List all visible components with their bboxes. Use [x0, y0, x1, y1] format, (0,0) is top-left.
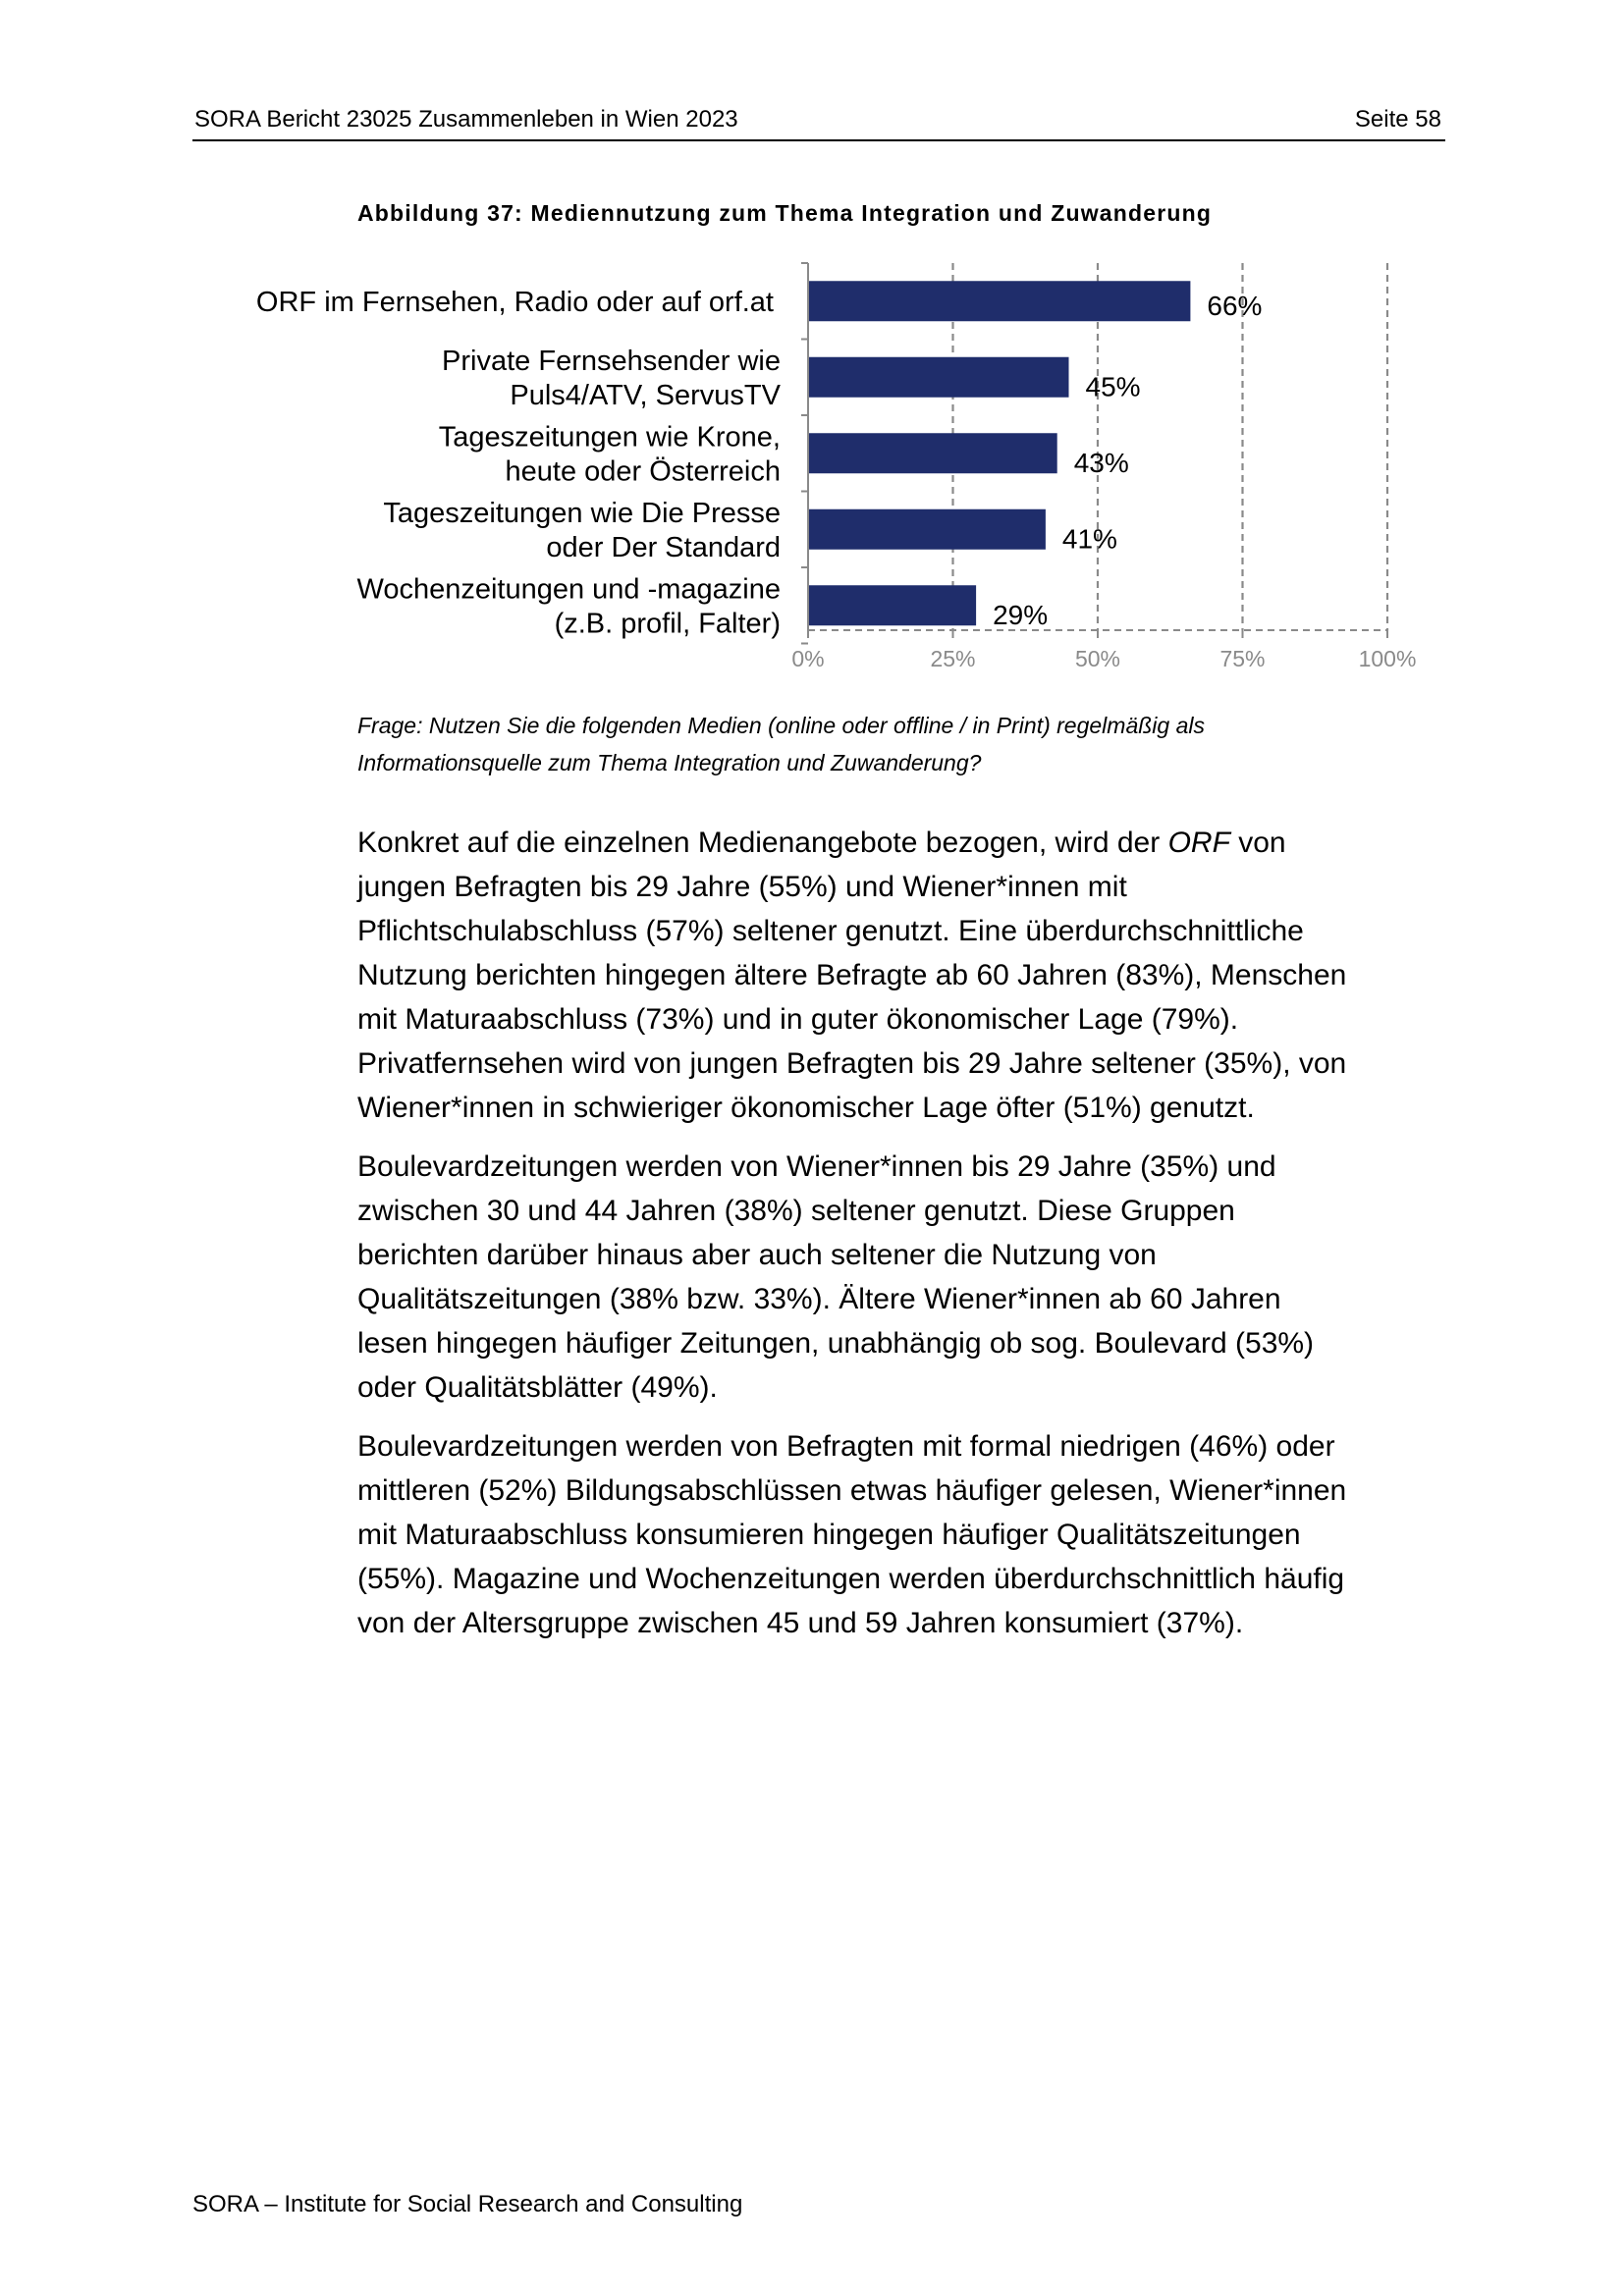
data-label: 43%	[1073, 447, 1129, 478]
text-line	[357, 1424, 1447, 1468]
report-title: SORA Bericht 23025 Zusammenleben in Wien 2023	[194, 106, 738, 133]
x-tick-label: 100%	[1358, 646, 1417, 671]
figure-caption	[357, 707, 1339, 781]
text-line	[357, 997, 1447, 1041]
x-tick-label: 25%	[930, 646, 976, 671]
text-line	[357, 865, 1447, 909]
text-line	[357, 1277, 1447, 1321]
text-segment: Qualitätszeitungen (38% bzw. 33%). Ältere Wiener*innen ab 60 Jahren	[357, 1283, 1281, 1315]
text-segment: ORF	[1167, 827, 1230, 859]
text-line	[357, 1557, 1447, 1601]
category-label: heute oder Österreich	[505, 455, 781, 488]
text-segment: (55%). Magazine und Wochenzeitungen werden überdurchschnittlich häufig	[357, 1563, 1345, 1595]
text-segment: mittleren (52%) Bildungsabschlüssen etwas häufiger gelesen, Wiener*innen	[357, 1474, 1347, 1507]
text-segment: Nutzung berichten hingegen ältere Befragte ab 60 Jahren (83%), Menschen	[357, 959, 1347, 991]
text-segment: mit Maturaabschluss konsumieren hingegen häufiger Qualitätszeitungen	[357, 1519, 1301, 1551]
text-segment: Konkret auf die einzelnen Medienangebote bezogen, wird der	[357, 827, 1168, 859]
text-segment: lesen hingegen häufiger Zeitungen, unabhängig ob sog. Boulevard (53%)	[357, 1327, 1315, 1360]
text-segment: Pflichtschulabschluss (57%) seltener genutzt. Eine überdurchschnittliche	[357, 915, 1304, 947]
category-label: (z.B. profil, Falter)	[554, 608, 781, 640]
bar	[808, 585, 976, 625]
text-line	[357, 1513, 1447, 1557]
data-label: 29%	[993, 599, 1049, 630]
figure-title: Abbildung 37: Mediennutzung zum Thema Integration und Zuwanderung	[357, 200, 1213, 226]
text-line	[357, 1041, 1447, 1086]
x-tick-label: 0%	[791, 646, 825, 671]
category-label: oder Der Standard	[546, 531, 781, 563]
data-label: 41%	[1061, 523, 1117, 555]
data-label: 66%	[1207, 290, 1263, 321]
text-segment: berichten darüber hinaus aber auch seltener die Nutzung von	[357, 1239, 1157, 1271]
text-segment: mit Maturaabschluss (73%) und in guter ökonomischer Lage (79%).	[357, 1003, 1239, 1036]
page-footer: SORA – Institute for Social Research and Consulting	[192, 2191, 743, 2217]
text-segment: von	[1229, 827, 1286, 859]
data-label: 45%	[1085, 371, 1141, 402]
bar-chart	[206, 251, 1443, 683]
category-label: Private Fernsehsender wie	[442, 345, 781, 377]
paragraph	[357, 1424, 1447, 1645]
category-label: Puls4/ATV, ServusTV	[510, 379, 781, 411]
text-line	[357, 1601, 1447, 1645]
text-segment: Wiener*innen in schwieriger ökonomischer Lage öfter (51%) genutzt.	[357, 1092, 1255, 1124]
text-line	[357, 1086, 1447, 1130]
paragraph	[357, 1145, 1447, 1410]
text-line	[357, 909, 1447, 953]
text-segment: Boulevardzeitungen werden von Wiener*innen bis 29 Jahre (35%) und	[357, 1150, 1276, 1183]
bar	[808, 433, 1057, 473]
text-line	[357, 821, 1447, 865]
category-label: Tageszeitungen wie Die Presse	[383, 497, 781, 529]
text-line	[357, 1145, 1447, 1189]
category-label: ORF im Fernsehen, Radio oder auf orf.at	[255, 286, 774, 318]
body-text	[357, 821, 1447, 1660]
text-segment: zwischen 30 und 44 Jahren (38%) seltener genutzt. Diese Gruppen	[357, 1195, 1235, 1227]
page-number: Seite 58	[1354, 106, 1441, 133]
bar	[808, 357, 1069, 398]
text-line	[357, 1321, 1447, 1365]
category-label: Tageszeitungen wie Krone,	[438, 421, 781, 454]
text-line	[357, 1365, 1447, 1410]
caption-line: Frage: Nutzen Sie die folgenden Medien (online oder offline / in Print) regelmäßig als	[357, 713, 1205, 738]
paragraph	[357, 821, 1447, 1130]
caption-line: Informationsquelle zum Thema Integration und Zuwanderung?	[357, 750, 982, 775]
text-line	[357, 953, 1447, 997]
text-line	[357, 1468, 1447, 1513]
bar	[808, 281, 1190, 321]
category-label: Wochenzeitungen und -magazine	[356, 573, 781, 606]
page-header	[192, 102, 1445, 141]
bar	[808, 509, 1046, 550]
text-segment: Privatfernsehen wird von jungen Befragten bis 29 Jahre seltener (35%), von	[357, 1047, 1347, 1080]
text-segment: Boulevardzeitungen werden von Befragten mit formal niedrigen (46%) oder	[357, 1430, 1335, 1463]
text-segment: von der Altersgruppe zwischen 45 und 59 Jahren konsumiert (37%).	[357, 1607, 1244, 1639]
text-line	[357, 1189, 1447, 1233]
text-segment: jungen Befragten bis 29 Jahre (55%) und Wiener*innen mit	[357, 871, 1127, 903]
text-line	[357, 1233, 1447, 1277]
text-segment: oder Qualitätsblätter (49%).	[357, 1371, 718, 1404]
x-tick-label: 50%	[1074, 646, 1121, 671]
x-tick-label: 75%	[1219, 646, 1266, 671]
